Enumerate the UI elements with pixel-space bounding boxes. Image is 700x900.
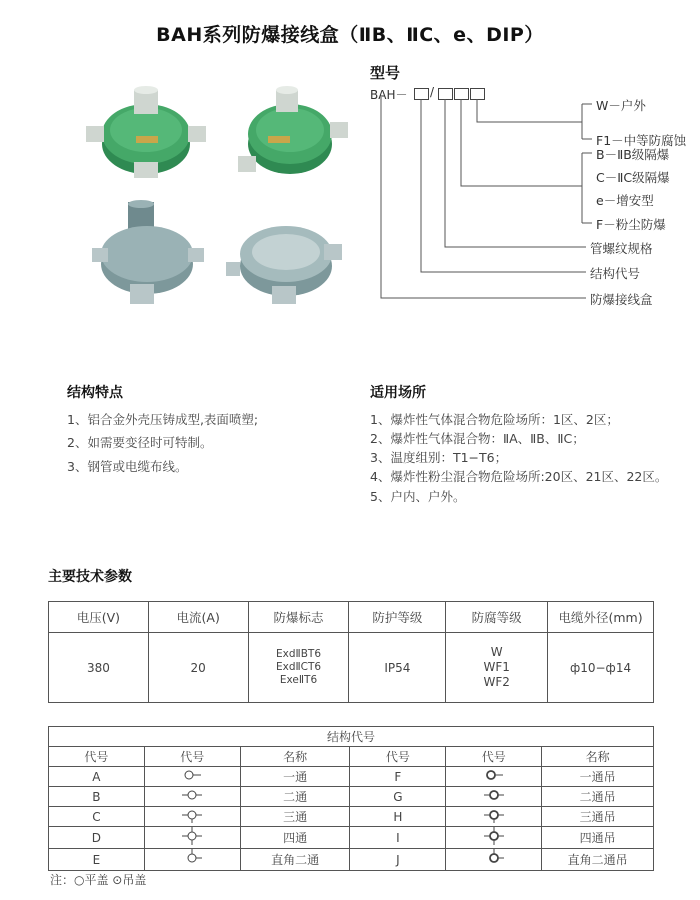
usage-item: 1、爆炸性气体混合物危险场所：1区、2区； [370, 412, 619, 427]
specs-header-voltage: 电压(V) [49, 602, 149, 633]
code-table-title: 结构代号 [49, 727, 654, 747]
model-label-f: F－粉尘防爆 [596, 217, 666, 232]
specs-exmark-item: ExeⅡT6 [279, 674, 318, 686]
code-name: 三通 [240, 807, 350, 827]
model-label-e: e－增安型 [596, 193, 654, 208]
three-way-hanging-icon [446, 807, 542, 827]
model-label-b: B－ⅡB级隔爆 [596, 147, 670, 162]
table-row [49, 827, 654, 849]
code-name: 四通吊 [542, 827, 654, 849]
structure-code-table [48, 726, 654, 871]
code-name: 一通吊 [542, 767, 654, 787]
feature-item: 1、铝合金外壳压铸成型,表面喷塑; [67, 412, 259, 427]
specs-header-row [49, 602, 654, 633]
specs-header-cable: 电缆外径(mm) [548, 602, 654, 633]
code-header-row [49, 747, 654, 767]
one-way-hanging-icon [446, 767, 542, 787]
code-letter: I [350, 827, 446, 849]
specs-exmark-item: ExdⅡBT6 [276, 648, 322, 660]
right-angle-hanging-icon [446, 849, 542, 871]
right-angle-flat-icon [144, 849, 240, 871]
usage-item: 5、户内、户外。 [370, 489, 466, 504]
specs-voltage: 380 [49, 633, 149, 703]
specs-anticorrosion-item: WF1 [483, 660, 510, 674]
code-letter: J [350, 849, 446, 871]
table-row [49, 767, 654, 787]
feature-item: 2、如需要变径时可特制。 [67, 435, 213, 450]
specs-value-row [49, 633, 654, 703]
code-name: 直角二通 [240, 849, 350, 871]
code-header-name: 名称 [240, 747, 350, 767]
code-letter: B [49, 787, 145, 807]
code-header-code: 代号 [350, 747, 446, 767]
specs-heading: 主要技术参数 [48, 569, 132, 585]
features-heading: 结构特点 [67, 385, 123, 401]
code-name: 四通 [240, 827, 350, 849]
model-label-c: C－ⅡC级隔爆 [596, 170, 670, 185]
model-label-f1: F1－中等防腐蚀 [596, 133, 687, 148]
usage-item: 3、温度组别：T1−T6； [370, 450, 508, 465]
code-letter: D [49, 827, 145, 849]
specs-cable: ф10−ф14 [548, 633, 654, 703]
code-letter: G [350, 787, 446, 807]
specs-header-anticorrosion: 防腐等级 [446, 602, 548, 633]
specs-anticorrosion-item: WF2 [483, 675, 510, 689]
four-way-hanging-icon [446, 827, 542, 849]
usage-item: 2、爆炸性气体混合物：ⅡA、ⅡB、ⅡC； [370, 431, 585, 446]
usage-heading: 适用场所 [370, 385, 426, 401]
four-way-flat-icon [144, 827, 240, 849]
specs-anticorrosion-item: W [490, 645, 503, 659]
code-name: 二通 [240, 787, 350, 807]
specs-current: 20 [148, 633, 248, 703]
model-label-box: 防爆接线盒 [590, 292, 653, 307]
specs-ip: IP54 [349, 633, 446, 703]
code-header-name: 名称 [542, 747, 654, 767]
model-label-structure: 结构代号 [590, 266, 641, 281]
code-name: 直角二通吊 [542, 849, 654, 871]
cover-note: 注：○平盖 ⊙吊盖 [50, 873, 147, 887]
code-header-symbol: 代号 [144, 747, 240, 767]
model-label-thread: 管螺纹规格 [590, 241, 653, 256]
model-heading: 型号 [370, 64, 401, 82]
specs-exmark-item: ExdⅡCT6 [275, 661, 322, 673]
code-letter: H [350, 807, 446, 827]
specs-header-current: 电流(A) [148, 602, 248, 633]
model-slash: / [430, 85, 435, 99]
code-name: 二通吊 [542, 787, 654, 807]
specs-header-exmark: 防爆标志 [248, 602, 349, 633]
specs-table [48, 601, 654, 703]
code-letter: C [49, 807, 145, 827]
model-label-w: W－户外 [596, 98, 646, 113]
one-way-flat-icon [144, 767, 240, 787]
code-header-code: 代号 [49, 747, 145, 767]
table-row [49, 787, 654, 807]
table-row [49, 807, 654, 827]
page-title: BAH系列防爆接线盒（ⅡB、ⅡC、e、DIP） [156, 24, 544, 46]
feature-item: 3、钢管或电缆布线。 [67, 459, 188, 474]
specs-header-ip: 防护等级 [349, 602, 446, 633]
two-way-hanging-icon [446, 787, 542, 807]
code-name: 三通吊 [542, 807, 654, 827]
code-title-row [49, 727, 654, 747]
model-prefix: BAH－ [370, 88, 408, 102]
table-row [49, 849, 654, 871]
specs-exmark [248, 633, 349, 703]
three-way-flat-icon [144, 807, 240, 827]
specs-anticorrosion [446, 633, 548, 703]
code-letter: F [350, 767, 446, 787]
code-letter: A [49, 767, 145, 787]
code-name: 一通 [240, 767, 350, 787]
code-header-symbol: 代号 [446, 747, 542, 767]
usage-item: 4、爆炸性粉尘混合物危险场所:20区、21区、22区。 [370, 469, 668, 484]
code-letter: E [49, 849, 145, 871]
two-way-flat-icon [144, 787, 240, 807]
